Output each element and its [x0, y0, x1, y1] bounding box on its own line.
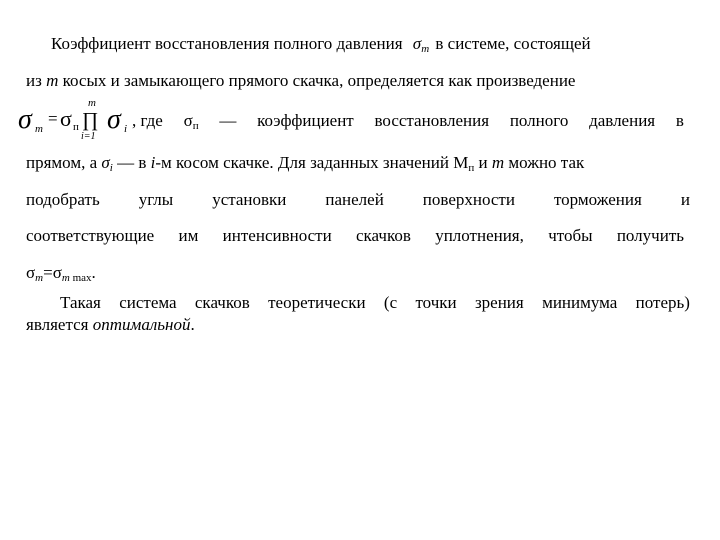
- formula-upper-limit: m: [88, 97, 96, 109]
- sigma-symbol: σ: [52, 263, 62, 282]
- word: (с: [383, 293, 398, 312]
- sigma-m-symbol: $\sigma_m$: [412, 34, 430, 55]
- optimal-word: оптимальной: [92, 315, 191, 334]
- word: система: [119, 293, 177, 312]
- word: подобрать: [26, 190, 100, 209]
- i-variable: i: [150, 153, 156, 172]
- word: им: [178, 226, 199, 245]
- sigma-sub-max: max: [69, 272, 92, 284]
- word: минимума: [542, 293, 618, 312]
- sigma-sub: m: [35, 272, 44, 284]
- formula-sigma-p-sub: п: [73, 121, 79, 133]
- equals: =: [43, 263, 53, 282]
- word: зрения: [474, 293, 524, 312]
- p1-line2-rest: косых и замыкающего прямого скачка, определяется как произведение: [62, 71, 576, 90]
- p1-line4-text: можно так: [508, 153, 585, 172]
- p1-line1: [51, 34, 591, 59]
- m-variable: m: [491, 153, 505, 172]
- word: скачков: [194, 293, 250, 312]
- word: получить: [616, 226, 684, 245]
- p1-line7: [26, 263, 96, 288]
- sigma-i-symbol: $\sigma_i$: [101, 153, 113, 174]
- product-symbol: ∏: [82, 109, 99, 131]
- word: торможения: [553, 190, 642, 209]
- period: .: [91, 263, 96, 282]
- p2-line1: [60, 293, 690, 313]
- formula-sigma-p: σ: [60, 106, 72, 131]
- formula-lhs-sigma: σ: [18, 104, 32, 135]
- word: полного: [509, 111, 569, 130]
- word: в: [675, 111, 684, 130]
- sigma-p-symbol: $\sigma_п$: [183, 111, 199, 132]
- p1-line4-text: -м косом скачке. Для заданных значений M: [155, 153, 469, 172]
- word: уплотнения,: [435, 226, 524, 245]
- p1-line4-text: и: [478, 153, 488, 172]
- formula-equals: =: [48, 109, 58, 128]
- formula-lower-limit: i=1: [81, 131, 96, 142]
- period: .: [190, 315, 195, 334]
- sigma-symbol: σ: [26, 263, 36, 282]
- p1-line2-prefix: из: [26, 71, 42, 90]
- word: коэффициент: [257, 111, 354, 130]
- p1-line2: [26, 71, 575, 91]
- m-variable: m: [46, 71, 59, 90]
- word: и: [680, 190, 690, 209]
- product-formula: [18, 98, 136, 144]
- word: панелей: [325, 190, 384, 209]
- word: установки: [212, 190, 287, 209]
- word: поверхности: [422, 190, 515, 209]
- p1-line4: [26, 153, 584, 178]
- mach-sub: п: [468, 162, 475, 174]
- where-word: , где: [132, 111, 163, 130]
- word: соответствующие: [26, 226, 155, 245]
- p1-line6: [26, 226, 684, 246]
- p1-line4-text: прямом, а: [26, 153, 98, 172]
- formula-term-sub: i: [124, 123, 128, 135]
- p2-line2-prefix: является: [26, 315, 89, 334]
- word: точки: [415, 293, 457, 312]
- dash: —: [219, 111, 237, 130]
- p1-line1-text-before: Коэффициент восстановления полного давления: [51, 34, 403, 53]
- word: интенсивности: [222, 226, 332, 245]
- p1-line4-text: — в: [117, 153, 147, 172]
- word: скачков: [356, 226, 411, 245]
- p1-line5: [26, 190, 690, 210]
- word: восстановления: [374, 111, 490, 130]
- p2-line2: [26, 315, 195, 335]
- p1-line3: [132, 111, 684, 136]
- word: теоретически: [268, 293, 366, 312]
- word: давления: [589, 111, 656, 130]
- sigma-sub: m: [61, 272, 70, 284]
- word: потерь): [635, 293, 690, 312]
- formula-term-sigma: σ: [107, 104, 121, 135]
- formula-lhs-sub: m: [35, 123, 43, 135]
- p1-line1-text-after: в системе, состоящей: [435, 34, 591, 53]
- word: Такая: [60, 293, 101, 312]
- word: чтобы: [548, 226, 593, 245]
- word: углы: [138, 190, 174, 209]
